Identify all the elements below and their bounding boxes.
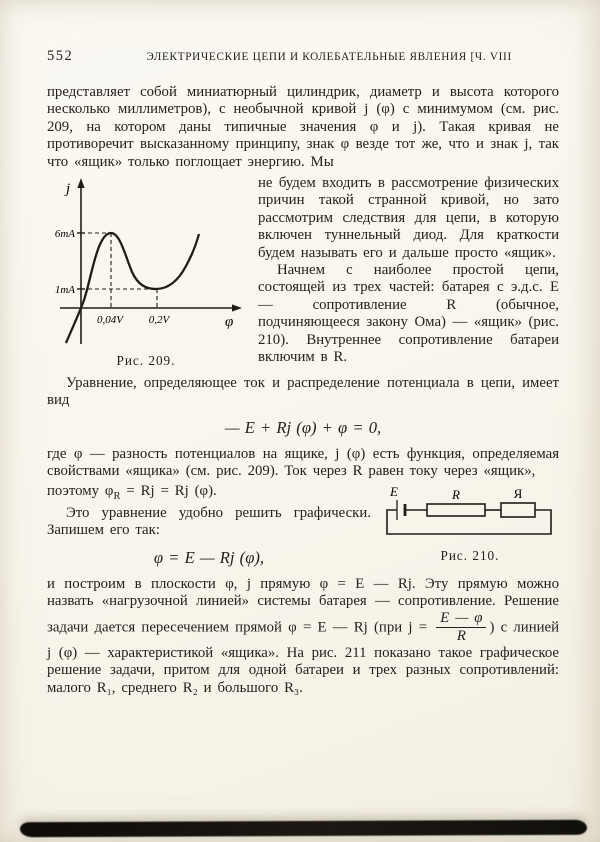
figure-210-circuit [381, 486, 559, 544]
paragraph: Уравнение, определяющее ток и распределение потенциала в цепи, имеет вид [47, 375, 559, 409]
circuit-loop-wire [387, 510, 551, 534]
tick-label-6ma: 6mA [54, 228, 75, 241]
equation-2: φ = E — Rj (φ), [153, 547, 265, 567]
equation-1: — E + Rj (φ) + φ = 0, [224, 417, 382, 437]
figure-209 [47, 175, 245, 369]
yashchik-label: Я [513, 485, 523, 501]
body-text [47, 84, 559, 697]
paragraph: не будем входить в рассмотрение физических причин такой странной кривой, но зато рассмотрим следствия для цепи, в которую включен туннельный диод. Для краткости будем называть его и дальше просто «ящик». [258, 175, 559, 261]
resistor-box [427, 504, 485, 516]
tick-label-1ma: 1mA [54, 284, 75, 297]
text-run: и построим в плоскости φ, j прямую φ = E — Rj. Эту прямую можно назвать «нагрузочной линией» системы батарея — сопротивление. Решение задачи дается пересечением прямой φ = E — Rj (при j = [47, 575, 559, 636]
fraction-denominator: R [456, 628, 466, 645]
figure-209-caption: Рис. 209. [116, 353, 176, 369]
battery-label: E [390, 485, 398, 499]
figure-210-side-text [47, 483, 371, 576]
figure-209-side-text [258, 175, 559, 369]
paragraph: Начнем с наиболее простой цепи, состоящей из трех частей: батарея с э.д.с. E — сопротивление R (обычное, подчиняющееся закону Ома) — «ящик» (рис. 210). Внутреннее сопротивление батареи включим в R. [258, 262, 559, 366]
running-head [47, 48, 559, 65]
x-axis-arrow [232, 304, 242, 311]
tunnel-diode-curve [66, 233, 199, 343]
yashchik-box [501, 503, 535, 517]
paragraph-intro: представляет собой миниатюрный цилиндрик, диаметр и высота которого несколько миллиметров), с необычной кривой j (φ) с минимумом (см. рис. 209, на котором даны типичные значения φ и j). Такая кривая не противоречит высказанному принципу, знак φ везде тот же, что и знак j, так что «ящик» только поглощает энергию. Мы [47, 84, 559, 170]
figure-209-row [47, 175, 559, 369]
tick-label-004v: 0,04V [97, 314, 123, 327]
running-head-title: ЭЛЕКТРИЧЕСКИЕ ЦЕПИ И КОЛЕБАТЕЛЬНЫЕ ЯВЛЕНИЯ [Ч. VIII [146, 51, 512, 63]
paragraph: где φ — разность потенциалов на ящике, j (φ) есть функция, определяемая свойствами «ящика» (см. рис. 209). Ток через R равен току через «ящик», [47, 445, 559, 480]
paragraph: Это уравнение удобно решить графически. Запишем его так: [47, 505, 371, 539]
paragraph-final [47, 576, 559, 697]
tick-label-02v: 0,2V [148, 314, 170, 327]
fraction-numerator: E — φ [436, 611, 486, 629]
inline-fraction [436, 611, 486, 645]
figure-210 [381, 483, 559, 576]
text-run: ) с линией j (φ) — характеристикой «ящика». На рис. 211 показано такое графическое решение задачи, притом для одной батареи и трех разных сопротивлений: малого R₁, среднего R₂ и большого R₃. [47, 619, 560, 696]
paragraph [47, 483, 371, 505]
page-number: 552 [47, 48, 74, 64]
x-axis-label: φ [225, 314, 234, 331]
text-run: = Rj = Rj (φ). [120, 482, 217, 499]
figure-209-graph [47, 175, 245, 349]
scan-edge-shadow [20, 820, 587, 837]
text-run: поэтому φ [47, 482, 114, 499]
resistor-label: R [452, 486, 460, 502]
figure-210-row [47, 483, 559, 576]
figure-210-caption: Рис. 210. [440, 547, 500, 563]
guide-1ma [81, 289, 157, 308]
y-axis-label: j [66, 181, 71, 198]
subscript: R [113, 490, 121, 502]
y-axis-arrow [77, 178, 84, 188]
